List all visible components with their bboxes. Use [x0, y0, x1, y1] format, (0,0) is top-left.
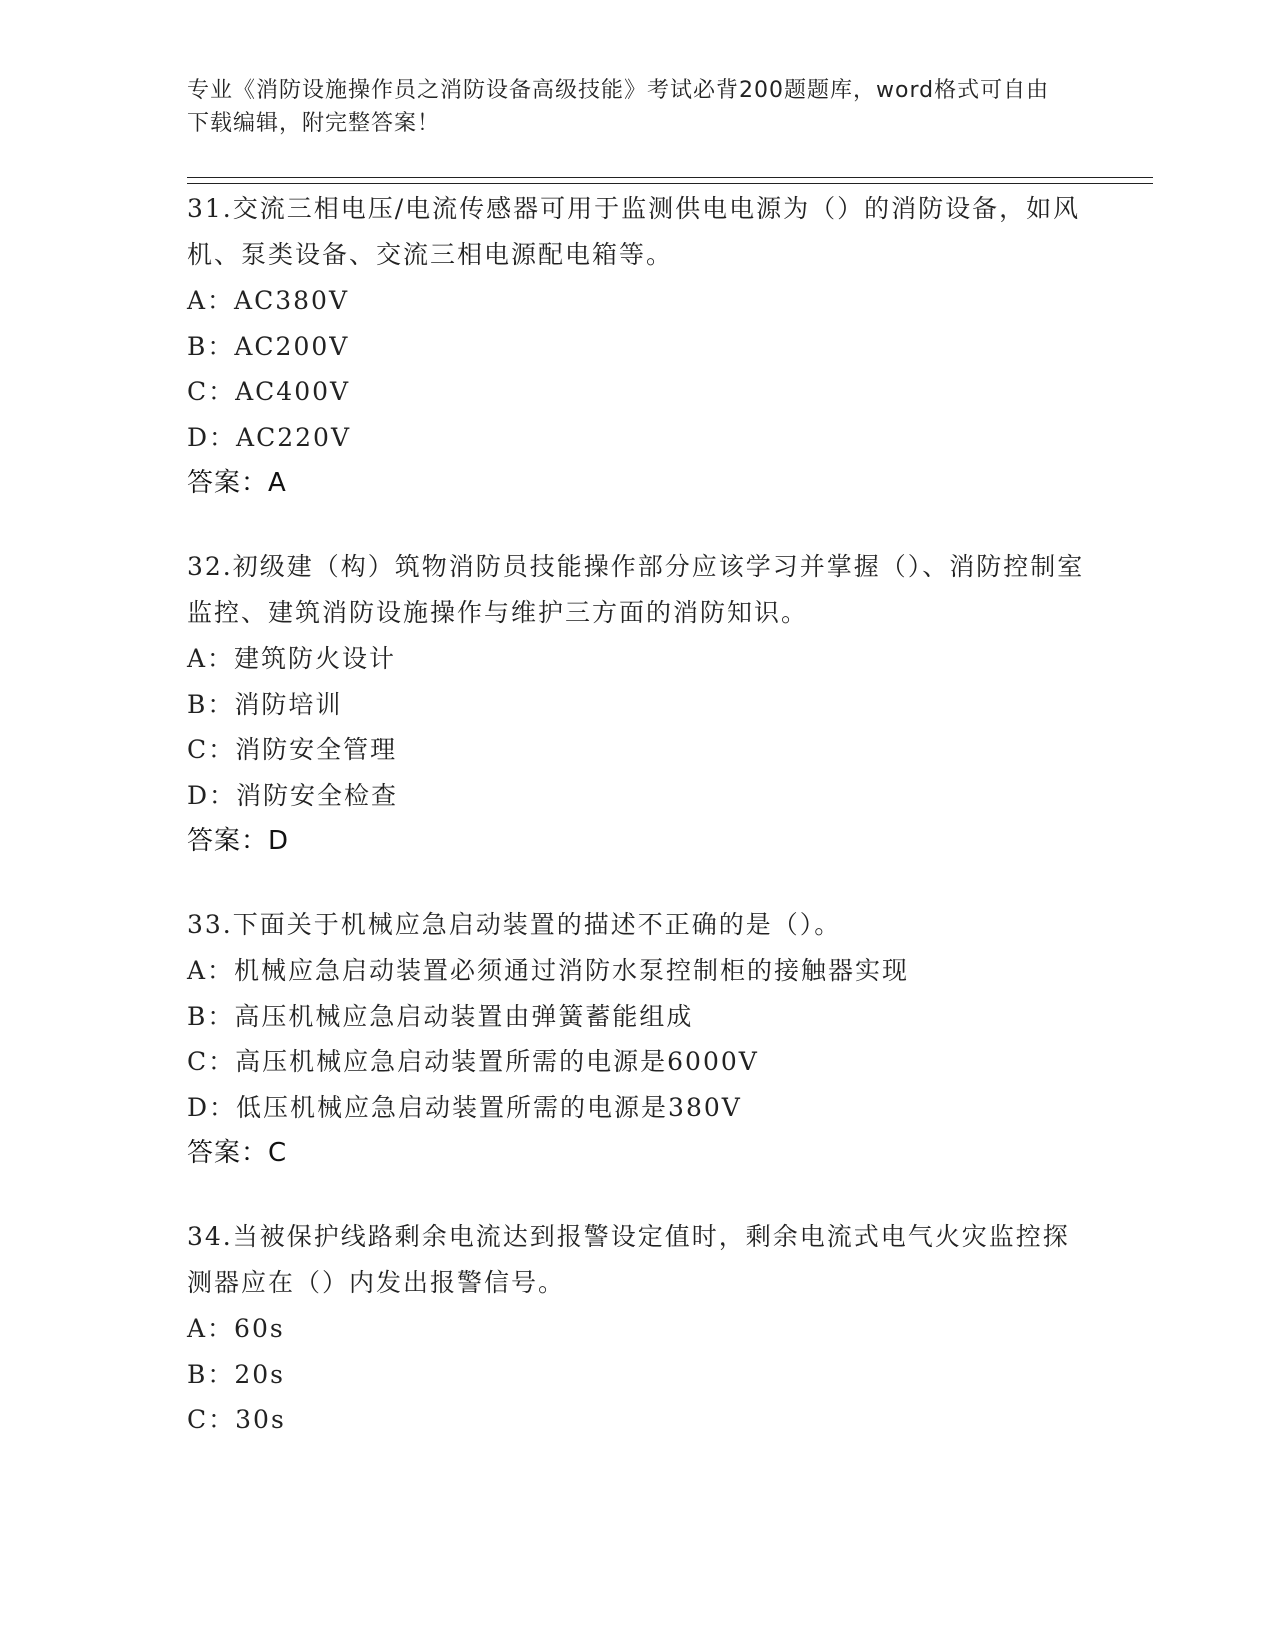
question-stem: 33.下面关于机械应急启动装置的描述不正确的是（）。 [187, 910, 842, 939]
question-answer: 答案：D [187, 826, 290, 856]
question-item [187, 186, 1087, 506]
page-title: 专业《消防设施操作员之消防设备高级技能》考试必背200题题库，word格式可自由下载编辑，附完整答案！ [187, 78, 1050, 136]
question-item [187, 1214, 1087, 1443]
question-option-a: A：AC380V [187, 286, 350, 315]
question-stem: 32.初级建（构）筑物消防员技能操作部分应该学习并掌握（）、消防控制室监控、建筑消防设施操作与维护三方面的消防知识。 [187, 552, 1085, 627]
question-stem: 31.交流三相电压/电流传感器可用于监测供电电源为（）的消防设备，如风机、泵类设备、交流三相电源配电箱等。 [187, 194, 1081, 269]
question-option-b: B：20s [187, 1359, 286, 1389]
question-option-a: A：60s [187, 1314, 285, 1343]
question-option-a: A：建筑防火设计 [187, 644, 397, 673]
question-answer: 答案：A [187, 468, 287, 498]
question-option-d: D：消防安全检查 [187, 780, 399, 810]
page-header [187, 74, 1067, 140]
question-item [187, 544, 1087, 864]
question-list [187, 186, 1087, 1481]
question-item [187, 902, 1087, 1176]
question-answer: 答案：C [187, 1138, 288, 1168]
question-option-d: D：AC220V [187, 422, 351, 452]
header-divider-top [187, 177, 1153, 178]
question-option-a: A：机械应急启动装置必须通过消防水泵控制柜的接触器实现 [187, 956, 910, 985]
question-option-c: C：AC400V [187, 377, 351, 406]
question-option-b: B：高压机械应急启动装置由弹簧蓄能组成 [187, 1001, 694, 1031]
question-stem: 34.当被保护线路剩余电流达到报警设定值时，剩余电流式电气火灾监控探测器应在（）内发出报警信号。 [187, 1222, 1070, 1297]
question-option-d: D：低压机械应急启动装置所需的电源是380V [187, 1092, 742, 1122]
header-divider-bottom [187, 183, 1153, 184]
question-option-b: B：AC200V [187, 331, 350, 361]
question-option-b: B：消防培训 [187, 689, 343, 719]
question-option-c: C：消防安全管理 [187, 735, 398, 764]
question-option-c: C：30s [187, 1405, 286, 1434]
question-option-c: C：高压机械应急启动装置所需的电源是6000V [187, 1047, 759, 1076]
